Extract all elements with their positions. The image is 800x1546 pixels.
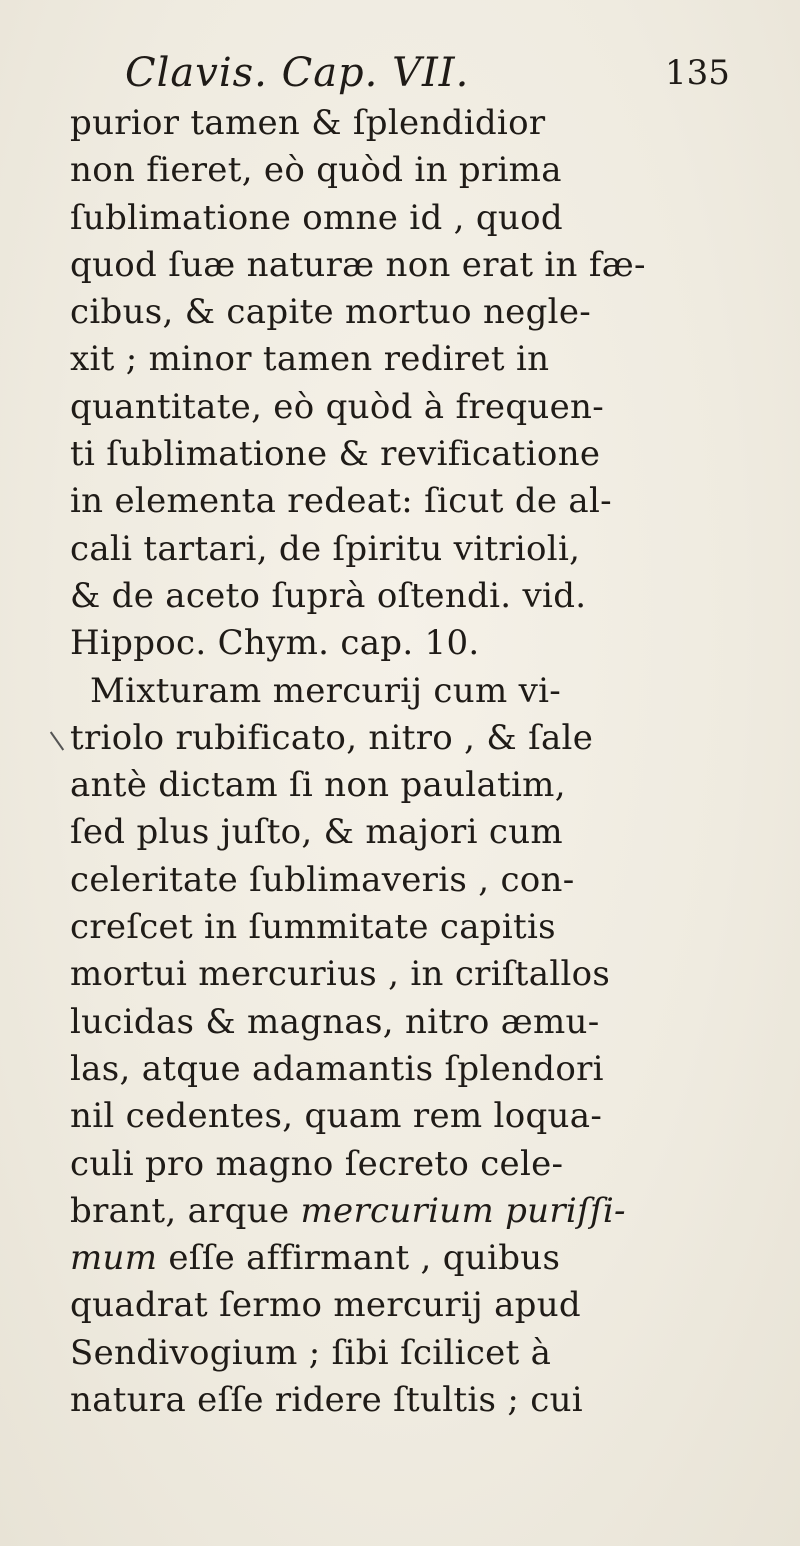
text-line: Sendivogium ; ſibi ſcilicet à <box>70 1332 552 1373</box>
text-line: mum eſſe affirmant , quibus <box>70 1238 561 1279</box>
text-line: las, atque adamantis ſplendori <box>70 1048 604 1089</box>
text-line: xit ; minor tamen rediret in <box>70 339 550 380</box>
text-line: mortui mercurius , in criſtallos <box>70 954 611 995</box>
margin-mark <box>50 731 64 750</box>
text-line: lucidas & magnas, nitro æmu- <box>70 1001 600 1042</box>
paragraph-start-line: Mixturam mercurij cum vi- <box>90 670 562 711</box>
text-line: in elementa redeat: ſicut de al- <box>70 481 612 522</box>
text-line: natura eſſe ridere ſtultis ; cui <box>70 1380 583 1421</box>
text-line: & de aceto ſuprà oſtendi. vid. <box>70 575 587 616</box>
text-line: cali tartari, de ſpiritu vitrioli, <box>70 528 581 569</box>
text-line: celeritate ſublimaveris , con- <box>70 859 575 900</box>
text-line: creſcet in ſummitate capitis <box>70 907 556 948</box>
text-line: antè dictam ſi non paulatim, <box>70 765 566 806</box>
running-title: Clavis. Cap. VII. <box>125 50 470 96</box>
text-line: ti ſublimatione & revificatione <box>70 434 601 475</box>
italic-phrase: mercurium puriſſi- <box>300 1190 626 1231</box>
italic-phrase: mum <box>70 1238 158 1279</box>
text-line: non fieret, eò quòd in prima <box>70 150 562 191</box>
text-line: purior tamen & ſplendidior <box>70 103 546 143</box>
text-line: nil cedentes, quam rem loqua- <box>70 1096 603 1137</box>
text-line: culi pro magno ſecreto cele- <box>70 1143 564 1184</box>
text-line: quantitate, eò quòd à frequen- <box>70 386 605 427</box>
text-line: triolo rubificato, nitro , & ſale <box>70 717 594 758</box>
text-line: quod ſuæ naturæ non erat in fæ- <box>70 244 646 285</box>
page-number: 135 <box>665 53 730 93</box>
text-line: Hippoc. Chym. cap. 10. <box>70 623 480 664</box>
text-line: brant, arque mercurium puriſſi- <box>70 1190 626 1231</box>
text-line: quadrat ſermo mercurij apud <box>70 1285 581 1326</box>
text-line: ſed plus juſto, & majori cum <box>70 812 563 853</box>
page-header <box>0 48 800 98</box>
body-text <box>70 100 790 1424</box>
text-line: cibus, & capite mortuo negle- <box>70 292 592 333</box>
text-line: ſublimatione omne id , quod <box>70 197 563 238</box>
